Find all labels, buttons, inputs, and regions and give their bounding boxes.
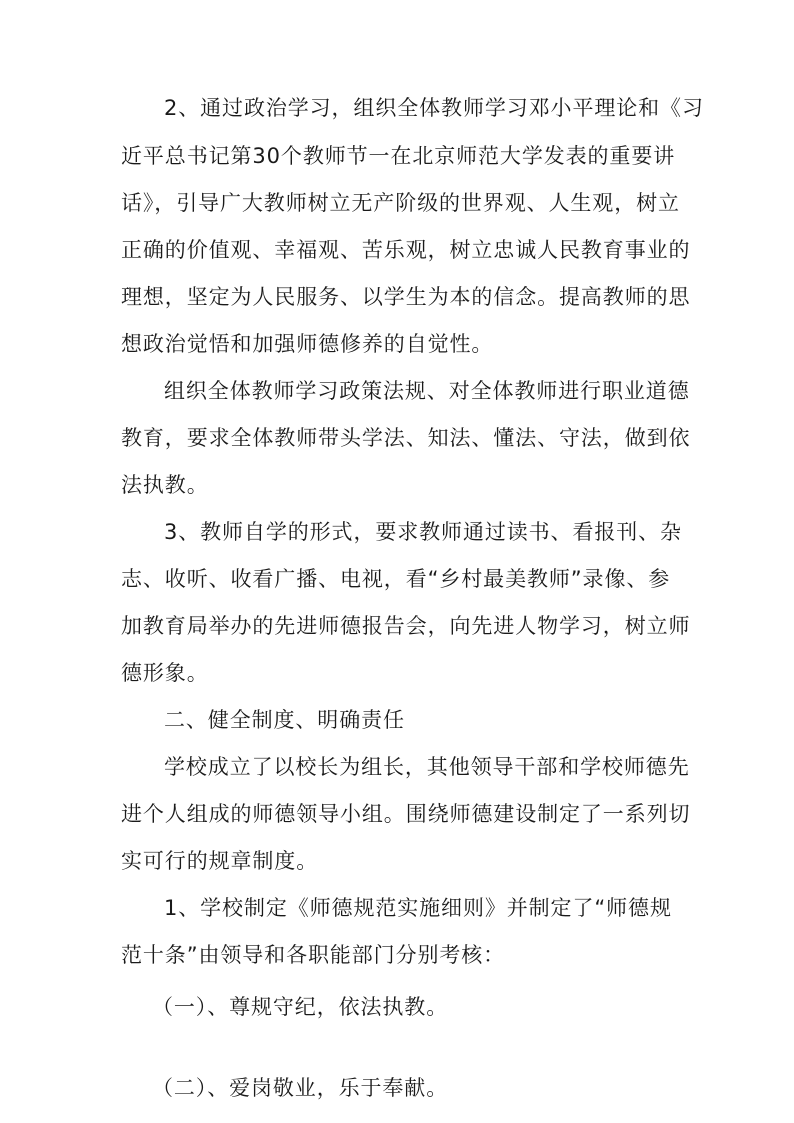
text-line: 组织全体教师学习政策法规、对全体教师进行职业道德 [164, 379, 690, 403]
text-line: 德形象。 [121, 661, 209, 685]
text-line: 正确的价值观、幸福观、苦乐观，树立忠诚人民教育事业的 [121, 238, 691, 262]
text-line: 法执教。 [121, 473, 209, 497]
text-line: 加教育局举办的先进师德报告会，向先进人物学习，树立师 [121, 614, 691, 638]
section-heading: 二、健全制度、明确责任 [164, 708, 405, 732]
text-line: 志、收听、收看广播、电视，看“乡村最美教师”录像、参 [121, 567, 671, 591]
text-line: 学校成立了以校长为组长，其他领导干部和学校师德先 [164, 755, 690, 779]
text-line: 进个人组成的师德领导小组。围绕师德建设制定了一系列切 [121, 802, 691, 826]
text-line: 话》，引导广大教师树立无产阶级的世界观、人生观，树立 [121, 191, 680, 215]
text-line: 实可行的规章制度。 [121, 849, 319, 873]
list-item: （一）、尊规守纪，依法执教。 [152, 995, 449, 1019]
text-line: 2、通过政治学习，组织全体教师学习邓小平理论和《习 [164, 96, 704, 120]
text-line: 范十条”由领导和各职能部门分别考核： [121, 943, 506, 967]
text-line: 近平总书记第30个教师节一在北京师范大学发表的重要讲 [121, 144, 676, 168]
text-line: 理想，坚定为人民服务、以学生为本的信念。提高教师的思 [121, 285, 691, 309]
text-line: 3、教师自学的形式，要求教师通过读书、看报刊、杂 [164, 520, 682, 544]
text-line: 1、学校制定《师德规范实施细则》并制定了“师德规 [164, 896, 672, 920]
text-line: 想政治觉悟和加强师德修养的自觉性。 [121, 332, 494, 356]
list-item: （二）、爱岗敬业，乐于奉献。 [152, 1076, 449, 1100]
text-line: 教育，要求全体教师带头学法、知法、懂法、守法，做到依 [121, 426, 691, 450]
